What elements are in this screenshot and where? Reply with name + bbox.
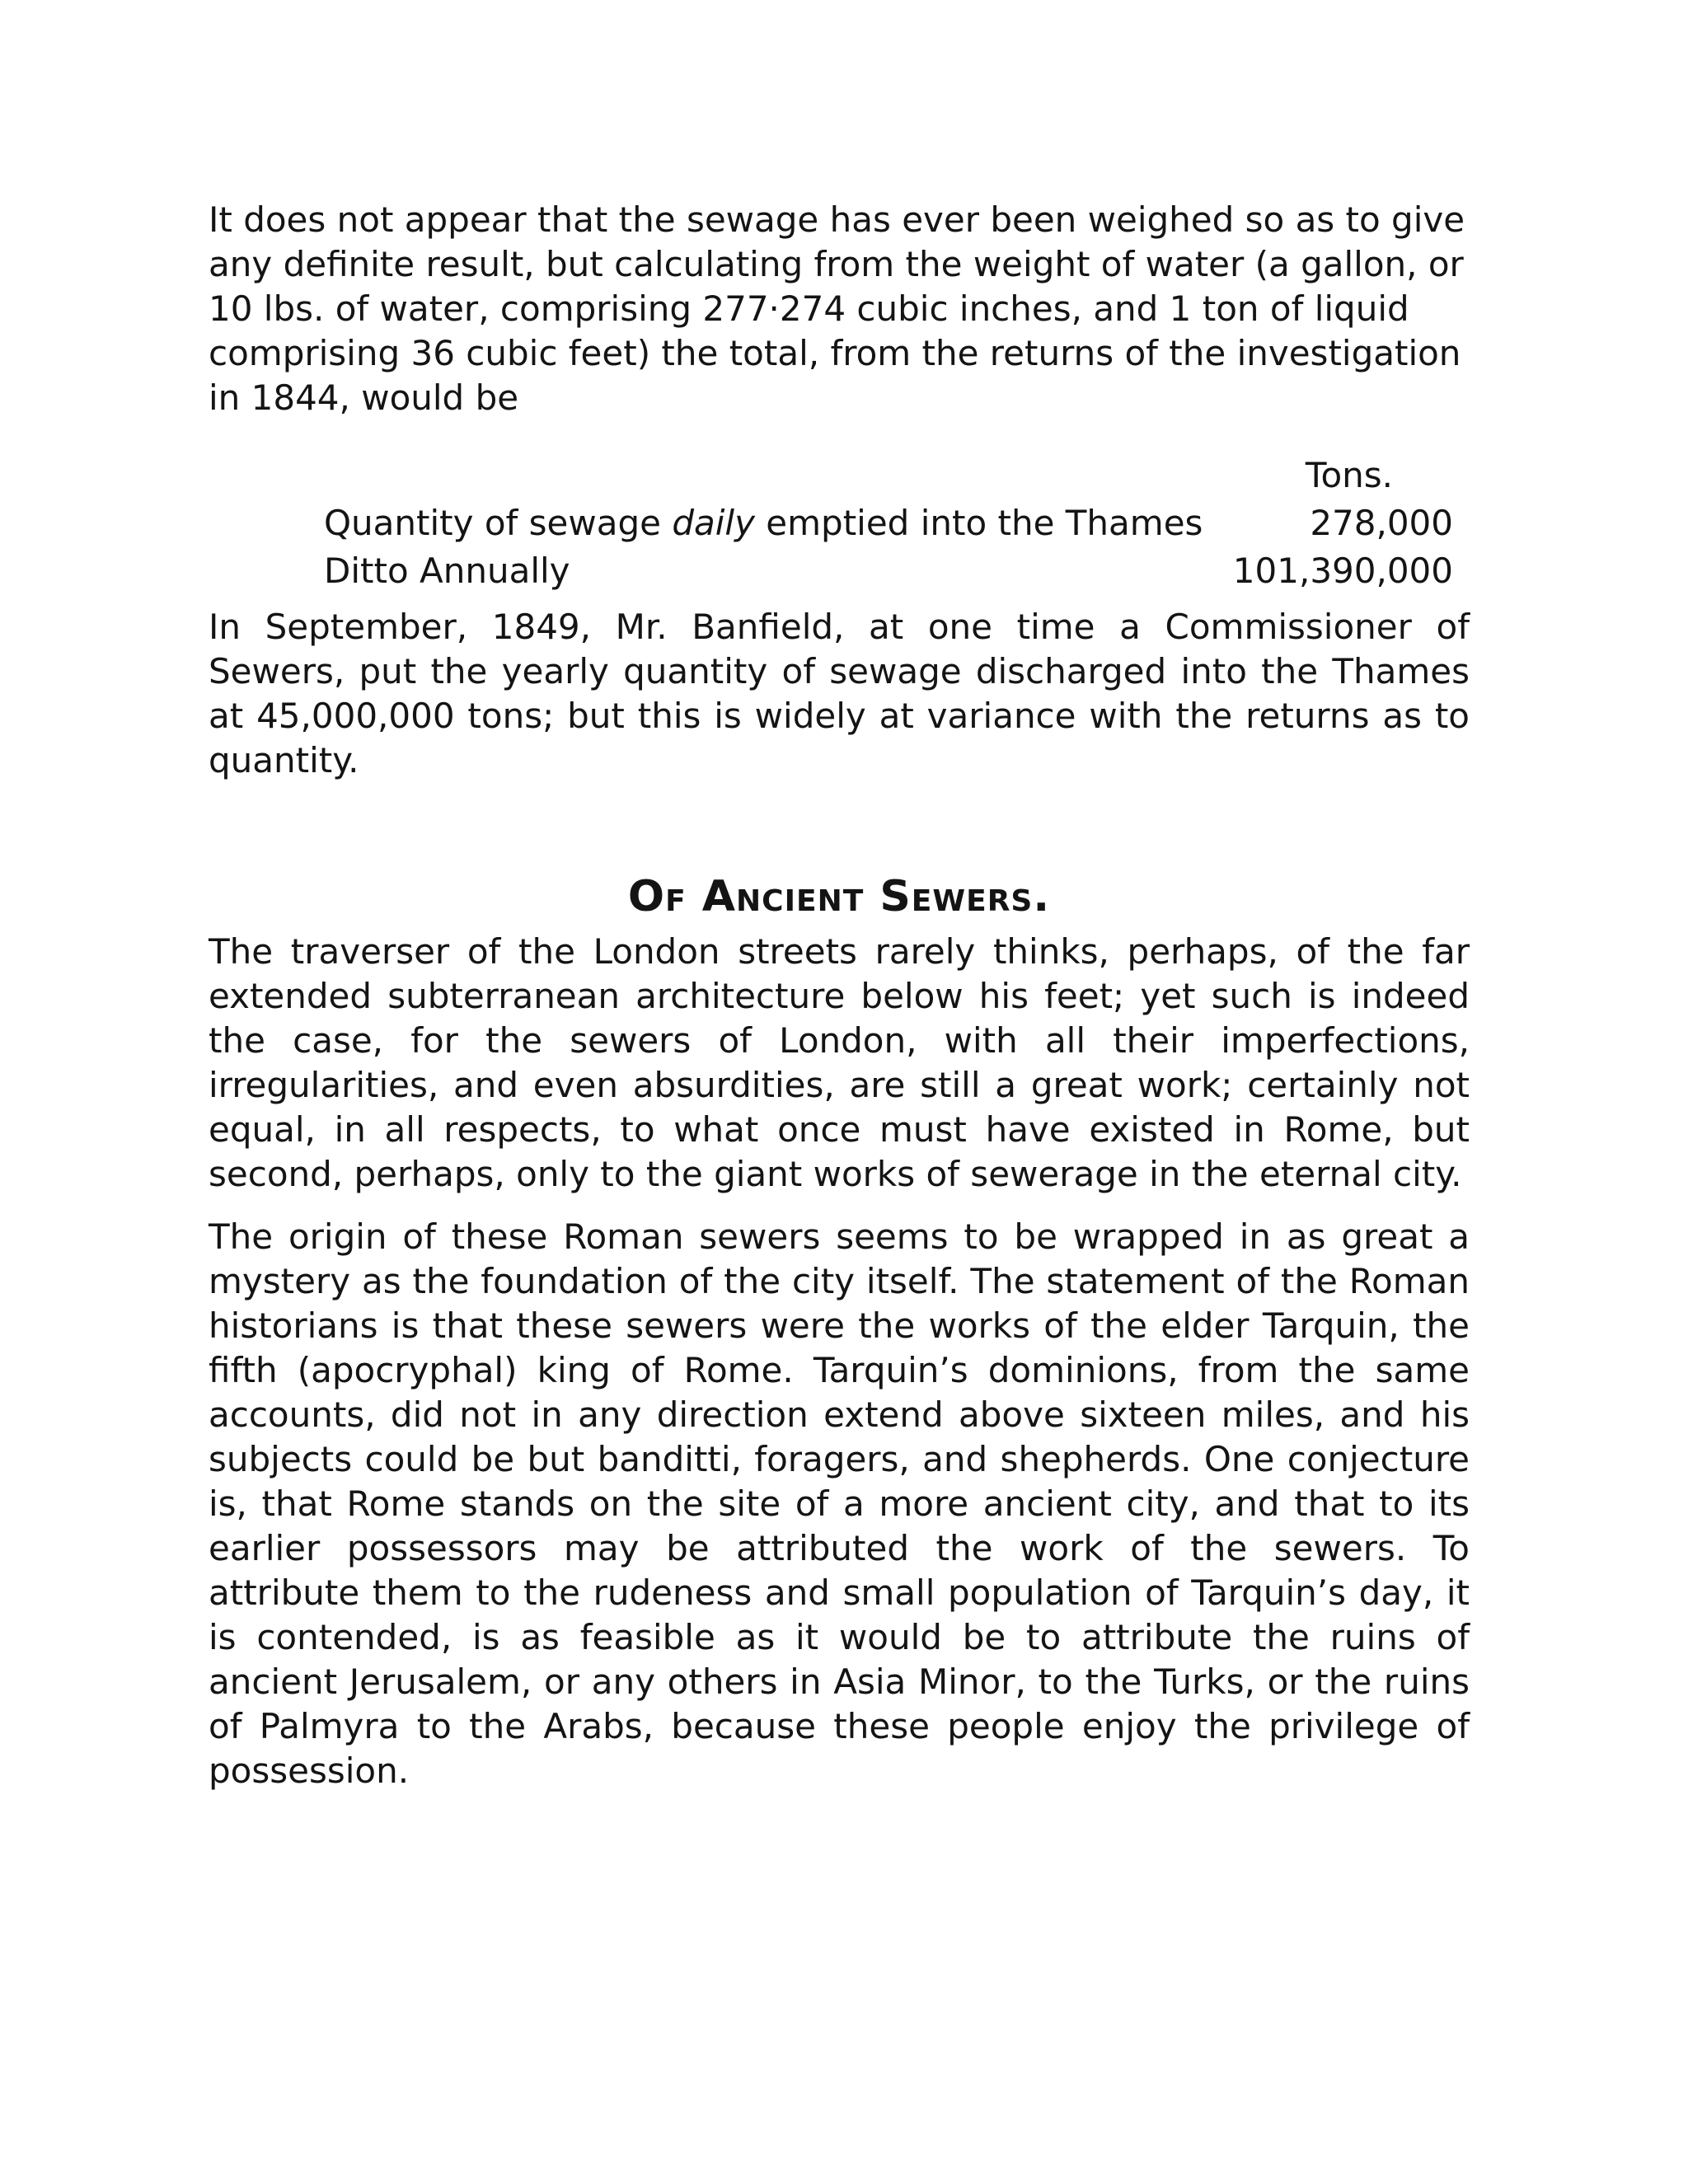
section-heading: Of Ancient Sewers. (627, 872, 1051, 921)
sewage-quantity-table (209, 452, 1470, 593)
row-value: 278,000 (1310, 503, 1453, 543)
traverser-paragraph: The traverser of the London streets rarely thinks, perhaps, of the far extended subterranean architecture below his feet; yet such is indeed the case, for the sewers of London, with all their imperfections, irregularities, and even absurdities, are still a great work; certainly not equal, in all respects, to what once must have existed in Rome, but second, perhaps, only to the giant works of sewerage in the eternal city. (209, 931, 1470, 1194)
document-page (209, 198, 1470, 1793)
row-label: Quantity of sewage daily emptied into the Thames (324, 503, 1203, 543)
banfield-paragraph: In September, 1849, Mr. Banfield, at one time a Commissioner of Sewers, put the yearly quantity of sewage discharged into the Thames at 45,000,000 tons; but this is widely at variance with the returns as to quantity. (209, 607, 1470, 780)
row-value: 101,390,000 (1232, 551, 1453, 591)
units-header: Tons. (1305, 455, 1393, 495)
intro-paragraph: It does not appear that the sewage has ever been weighed so as to give any definite result, but calculating from the weight of water (a gallon, or 10 lbs. of water, comprising 277·274 cubic inches, and 1 ton of liquid comprising 36 cubic feet) the total, from the returns of the investigation in 1844, would be (209, 199, 1465, 418)
row-label: Ditto Annually (324, 551, 570, 591)
origin-paragraph: The origin of these Roman sewers seems to be wrapped in as great a mystery as the foundation of the city itself. The statement of the Roman historians is that these sewers were the works of the elder Tarquin, the fifth (apocryphal) king of Rome. Tarquin’s dominions, from the same accounts, did not in any direction extend above sixteen miles, and his subjects could be but banditti, foragers, and shepherds. One conjecture is, that Rome stands on the site of a more ancient city, and that to its earlier possessors may be attributed the work of the sewers. To attribute them to the rudeness and small population of Tarquin’s day, it is contended, is as feasible as it would be to attribute the ruins of ancient Jerusalem, or any others in Asia Minor, to the Turks, or the ruins of Palmyra to the Arabs, because these people enjoy the privilege of possession. (209, 1216, 1470, 1791)
